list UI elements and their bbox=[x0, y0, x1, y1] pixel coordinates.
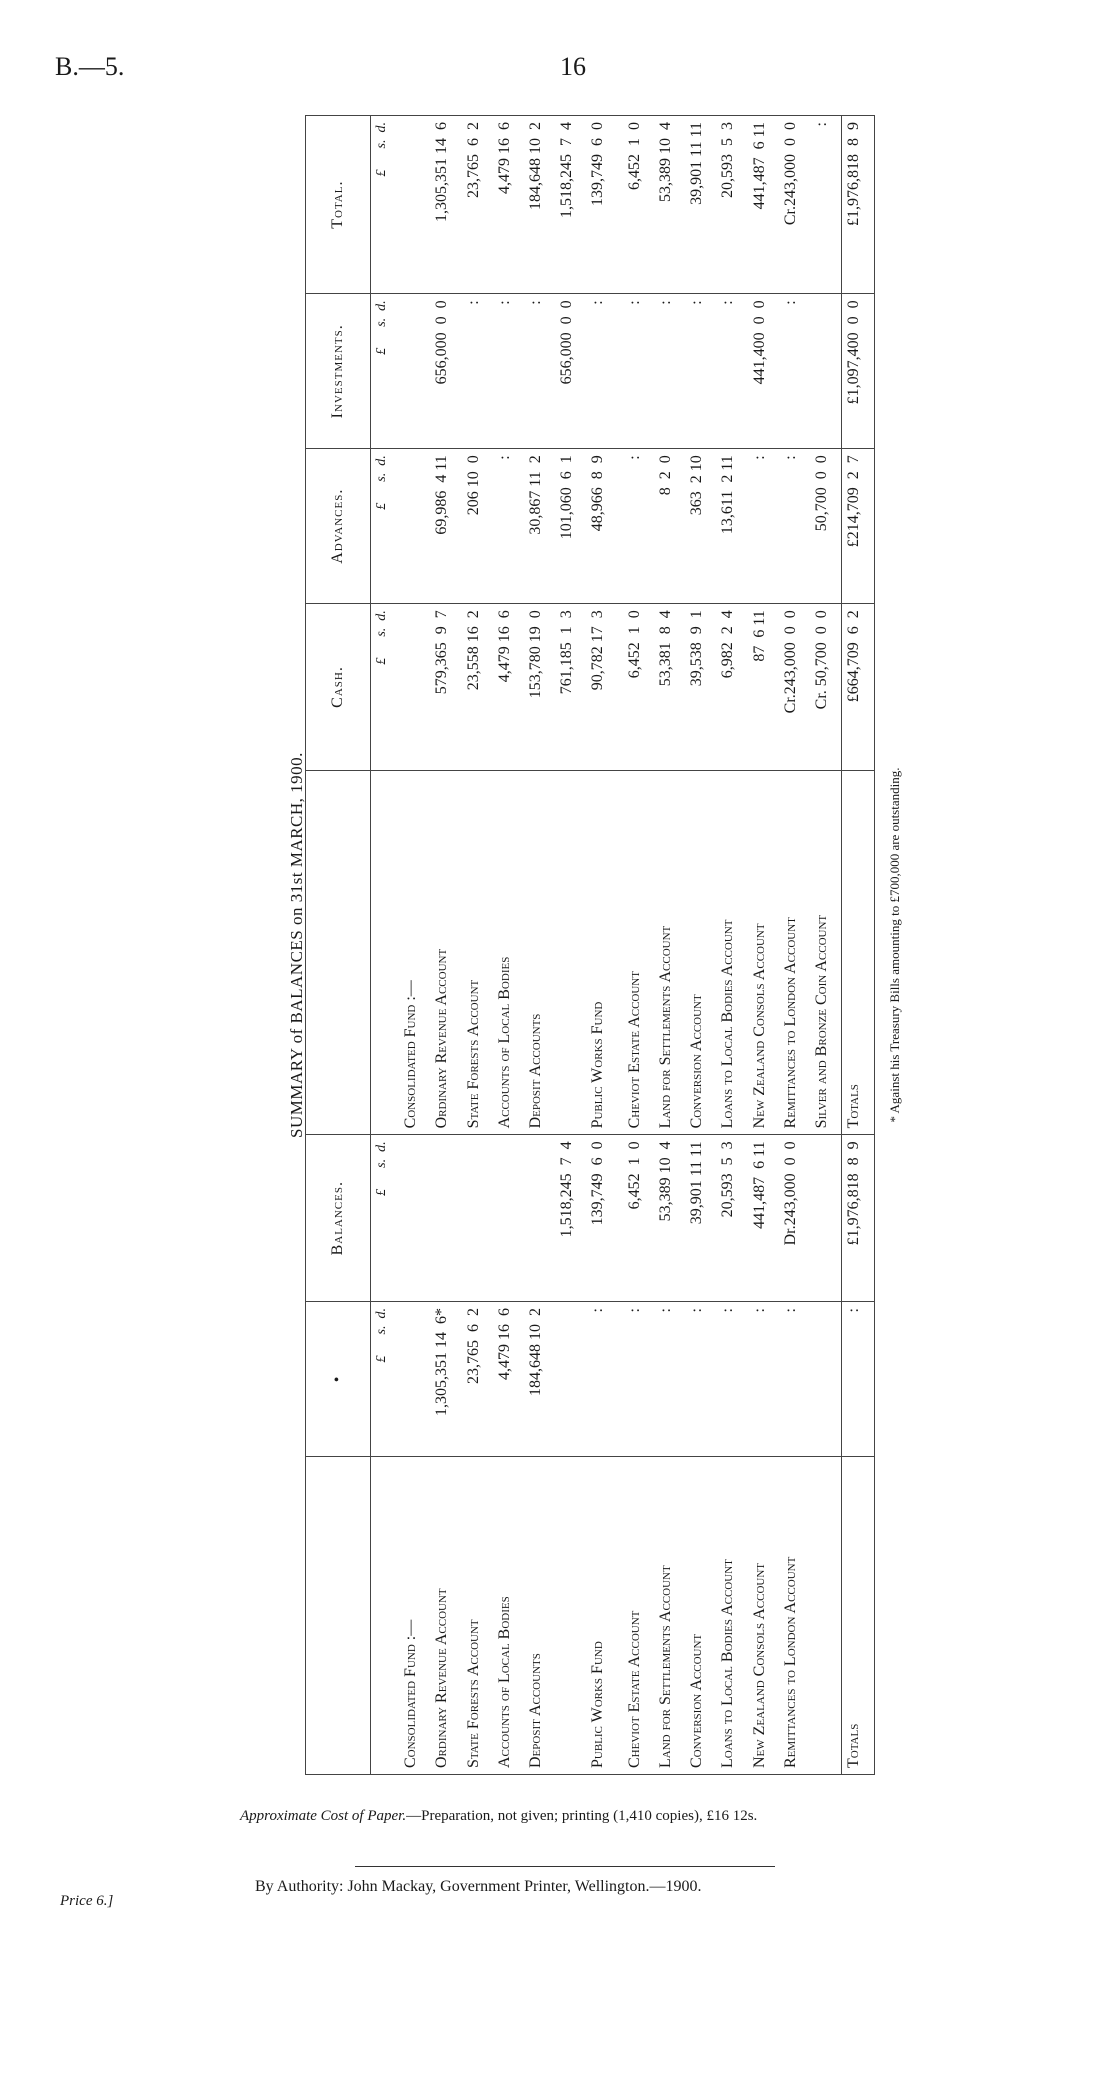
left-account-label: Conversion Account bbox=[685, 1456, 716, 1774]
balances-cell: 139,749 6 0 bbox=[586, 1135, 617, 1302]
footnote: * Against his Treasury Bills amounting to £700,000 are outstanding. bbox=[886, 767, 902, 1123]
advances-cell: : bbox=[493, 449, 524, 604]
left-amount-cell: 23,765 6 2 bbox=[462, 1302, 493, 1457]
total-cell: : bbox=[810, 116, 842, 294]
total-cell: 1,518,245 7 4 bbox=[555, 116, 586, 294]
cash-cell: 87 6 11 bbox=[748, 604, 779, 771]
left-account-label: Cheviot Estate Account bbox=[623, 1456, 654, 1774]
approximate-cost-label: Approximate Cost of Paper. bbox=[240, 1808, 407, 1824]
investments-cell: : bbox=[586, 294, 617, 449]
left-account-label: Loans to Local Bodies Account bbox=[716, 1456, 747, 1774]
investments-cell: : bbox=[623, 294, 654, 449]
cash-cell: Cr. 50,700 0 0 bbox=[810, 604, 842, 771]
table-row bbox=[654, 116, 685, 1775]
table-row bbox=[748, 116, 779, 1775]
investments-cell: : bbox=[493, 294, 524, 449]
cash-cell: 6,982 2 4 bbox=[716, 604, 747, 771]
investments-cell: : bbox=[524, 294, 555, 449]
right-account-label: Accounts of Local Bodies bbox=[493, 770, 524, 1135]
cash-cell: Cr.243,000 0 0 bbox=[779, 604, 810, 771]
cash-cell: 153,780 19 0 bbox=[524, 604, 555, 771]
right-account-label: New Zealand Consols Account bbox=[748, 770, 779, 1135]
table-title: SUMMARY of BALANCES on 31st MARCH, 1900. bbox=[286, 752, 306, 1138]
unit-label: £ s. d. bbox=[371, 116, 400, 294]
advances-cell: 8 2 0 bbox=[654, 449, 685, 604]
cash-cell: 761,185 1 3 bbox=[555, 604, 586, 771]
unit-label: £ s. d. bbox=[371, 449, 400, 604]
advances-cell: 13,611 2 11 bbox=[716, 449, 747, 604]
table-row bbox=[685, 116, 716, 1775]
left-account-label: New Zealand Consols Account bbox=[748, 1456, 779, 1774]
left-account-label: Ordinary Revenue Account bbox=[430, 1456, 461, 1774]
table-row bbox=[716, 116, 747, 1775]
table-row bbox=[842, 116, 875, 1775]
right-account-label: Silver and Bronze Coin Account bbox=[810, 770, 842, 1135]
table-row bbox=[779, 116, 810, 1775]
right-account-label: Totals bbox=[842, 770, 875, 1135]
cash-cell: 39,538 9 1 bbox=[685, 604, 716, 771]
advances-cell: £214,709 2 7 bbox=[842, 449, 875, 604]
left-amount-cell: 1,305,351 14 6* bbox=[430, 1302, 461, 1457]
investments-cell: 656,000 0 0 bbox=[555, 294, 586, 449]
document-code: B.—5. bbox=[55, 52, 125, 81]
left-amount-cell: 4,479 16 6 bbox=[493, 1302, 524, 1457]
approximate-cost-line bbox=[240, 1808, 940, 1825]
left-amount-cell: : bbox=[842, 1302, 875, 1457]
investments-header: Investments. bbox=[306, 294, 371, 449]
left-account-label: Remittances to London Account bbox=[779, 1456, 810, 1774]
table-row bbox=[810, 116, 842, 1775]
right-account-label: Ordinary Revenue Account bbox=[430, 770, 461, 1135]
right-account-label: Conversion Account bbox=[685, 770, 716, 1135]
cash-cell: 53,381 8 4 bbox=[654, 604, 685, 771]
investments-cell: £1,097,400 0 0 bbox=[842, 294, 875, 449]
balances-cell: 20,593 5 3 bbox=[716, 1135, 747, 1302]
advances-cell: 50,700 0 0 bbox=[810, 449, 842, 604]
total-cell bbox=[399, 116, 430, 294]
left-amount-cell bbox=[399, 1302, 430, 1457]
left-amount-cell: : bbox=[623, 1302, 654, 1457]
authority-line: By Authority: John Mackay, Government Printer, Wellington.—1900. bbox=[255, 1878, 702, 1895]
summary-table-body bbox=[371, 116, 875, 1775]
cash-cell: 6,452 1 0 bbox=[623, 604, 654, 771]
total-cell: 4,479 16 6 bbox=[493, 116, 524, 294]
cash-cell: 23,558 16 2 bbox=[462, 604, 493, 771]
investments-cell: : bbox=[685, 294, 716, 449]
advances-cell: : bbox=[748, 449, 779, 604]
right-account-header bbox=[306, 770, 371, 1135]
unit-label: £ s. d. bbox=[371, 294, 400, 449]
unit-label: £ s. d. bbox=[371, 1135, 400, 1302]
table-row bbox=[462, 116, 493, 1775]
advances-cell: : bbox=[779, 449, 810, 604]
right-account-label bbox=[555, 770, 586, 1135]
table-row bbox=[586, 116, 617, 1775]
cash-cell: £664,709 6 2 bbox=[842, 604, 875, 771]
total-cell: Cr.243,000 0 0 bbox=[779, 116, 810, 294]
cash-cell: 4,479 16 6 bbox=[493, 604, 524, 771]
balances-cell bbox=[399, 1135, 430, 1302]
balances-cell: Dr.243,000 0 0 bbox=[779, 1135, 810, 1302]
right-account-label: Land for Settlements Account bbox=[654, 770, 685, 1135]
right-account-label: State Forests Account bbox=[462, 770, 493, 1135]
balances-cell bbox=[462, 1135, 493, 1302]
balances-cell bbox=[430, 1135, 461, 1302]
advances-cell: 30,867 11 2 bbox=[524, 449, 555, 604]
left-account-label: Deposit Accounts bbox=[524, 1456, 555, 1774]
total-cell: 53,389 10 4 bbox=[654, 116, 685, 294]
page-number: 16 bbox=[560, 52, 586, 81]
balances-cell bbox=[810, 1135, 842, 1302]
table-row bbox=[399, 116, 430, 1775]
left-account-header bbox=[306, 1456, 371, 1774]
left-amount-cell: : bbox=[586, 1302, 617, 1457]
bullet-header: • bbox=[306, 1302, 371, 1457]
table-row bbox=[623, 116, 654, 1775]
advances-cell: 363 2 10 bbox=[685, 449, 716, 604]
total-cell: 184,648 10 2 bbox=[524, 116, 555, 294]
advances-cell: : bbox=[623, 449, 654, 604]
left-amount-cell: : bbox=[748, 1302, 779, 1457]
price-note: Price 6.] bbox=[60, 1893, 114, 1909]
right-account-label: Deposit Accounts bbox=[524, 770, 555, 1135]
left-account-label: Consolidated Fund :— bbox=[399, 1456, 430, 1774]
left-account-label: State Forests Account bbox=[462, 1456, 493, 1774]
advances-cell: 206 10 0 bbox=[462, 449, 493, 604]
total-cell: £1,976,818 8 9 bbox=[842, 116, 875, 294]
total-cell: 139,749 6 0 bbox=[586, 116, 617, 294]
left-amount-cell: : bbox=[779, 1302, 810, 1457]
table-row bbox=[493, 116, 524, 1775]
total-cell: 20,593 5 3 bbox=[716, 116, 747, 294]
left-amount-cell: : bbox=[654, 1302, 685, 1457]
right-account-label: Loans to Local Bodies Account bbox=[716, 770, 747, 1135]
right-account-label: Remittances to London Account bbox=[779, 770, 810, 1135]
balances-cell bbox=[493, 1135, 524, 1302]
advances-cell: 101,060 6 1 bbox=[555, 449, 586, 604]
left-amount-cell bbox=[555, 1302, 586, 1457]
investments-cell: 441,400 0 0 bbox=[748, 294, 779, 449]
cash-cell: 90,782 17 3 bbox=[586, 604, 617, 771]
advances-cell: 48,966 8 9 bbox=[586, 449, 617, 604]
summary-table-block bbox=[286, 115, 902, 1775]
right-account-label: Consolidated Fund :— bbox=[399, 770, 430, 1135]
total-cell: 39,901 11 11 bbox=[685, 116, 716, 294]
cash-cell: 579,365 9 7 bbox=[430, 604, 461, 771]
advances-cell: 69,986 4 11 bbox=[430, 449, 461, 604]
left-account-label bbox=[555, 1456, 586, 1774]
summary-table bbox=[305, 115, 875, 1775]
balances-cell: £1,976,818 8 9 bbox=[842, 1135, 875, 1302]
balances-cell: 6,452 1 0 bbox=[623, 1135, 654, 1302]
balances-cell: 1,518,245 7 4 bbox=[555, 1135, 586, 1302]
total-cell: 441,487 6 11 bbox=[748, 116, 779, 294]
investments-cell: : bbox=[779, 294, 810, 449]
cash-header: Cash. bbox=[306, 604, 371, 771]
investments-cell: 656,000 0 0 bbox=[430, 294, 461, 449]
left-account-label: Totals bbox=[842, 1456, 875, 1774]
balances-cell: 53,389 10 4 bbox=[654, 1135, 685, 1302]
table-row bbox=[430, 116, 461, 1775]
unit-spacer bbox=[371, 1456, 400, 1774]
unit-label: £ s. d. bbox=[371, 604, 400, 771]
left-amount-cell: : bbox=[685, 1302, 716, 1457]
advances-header: Advances. bbox=[306, 449, 371, 604]
investments-cell bbox=[399, 294, 430, 449]
left-account-label: Land for Settlements Account bbox=[654, 1456, 685, 1774]
balances-cell: 39,901 11 11 bbox=[685, 1135, 716, 1302]
left-account-label: Accounts of Local Bodies bbox=[493, 1456, 524, 1774]
total-cell: 23,765 6 2 bbox=[462, 116, 493, 294]
table-row bbox=[524, 116, 555, 1775]
investments-cell bbox=[810, 294, 842, 449]
total-cell: 1,305,351 14 6 bbox=[430, 116, 461, 294]
investments-cell: : bbox=[716, 294, 747, 449]
approximate-cost-text: —Preparation, not given; printing (1,410 copies), £16 12s. bbox=[406, 1808, 758, 1824]
investments-cell: : bbox=[462, 294, 493, 449]
left-account-label bbox=[810, 1456, 842, 1774]
balances-header: Balances. bbox=[306, 1135, 371, 1302]
unit-label: £ s. d. bbox=[371, 1302, 400, 1457]
advances-cell bbox=[399, 449, 430, 604]
total-header: Total. bbox=[306, 116, 371, 294]
left-account-label: Public Works Fund bbox=[586, 1456, 617, 1774]
unit-spacer bbox=[371, 770, 400, 1135]
right-account-label: Cheviot Estate Account bbox=[623, 770, 654, 1135]
left-amount-cell bbox=[810, 1302, 842, 1457]
divider-rule bbox=[355, 1866, 775, 1867]
total-cell: 6,452 1 0 bbox=[623, 116, 654, 294]
cash-cell bbox=[399, 604, 430, 771]
left-amount-cell: : bbox=[716, 1302, 747, 1457]
right-account-label: Public Works Fund bbox=[586, 770, 617, 1135]
table-row bbox=[555, 116, 586, 1775]
balances-cell: 441,487 6 11 bbox=[748, 1135, 779, 1302]
balances-cell bbox=[524, 1135, 555, 1302]
investments-cell: : bbox=[654, 294, 685, 449]
left-amount-cell: 184,648 10 2 bbox=[524, 1302, 555, 1457]
